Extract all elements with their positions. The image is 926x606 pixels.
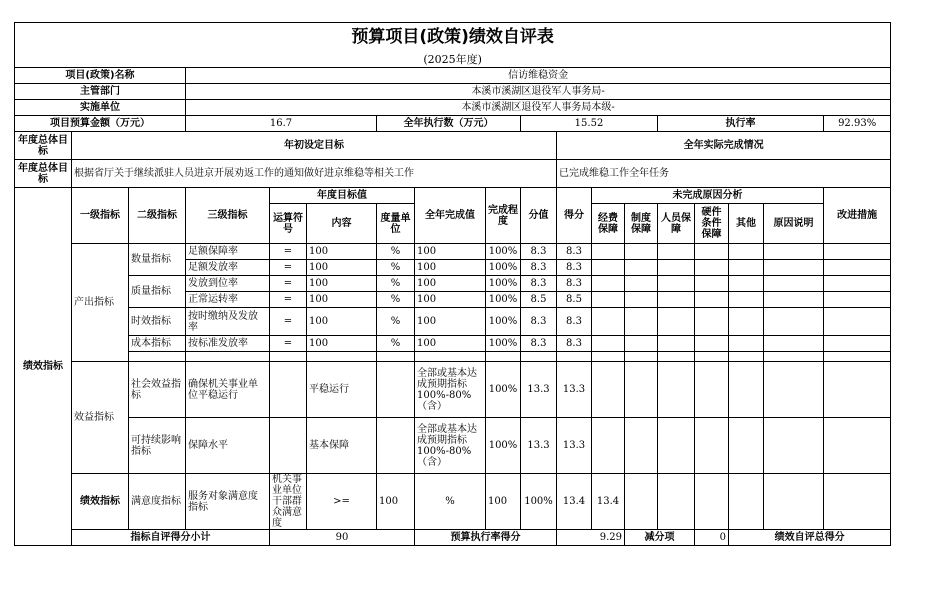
subgroup-quality: 质量指标 — [129, 276, 186, 308]
subgroup-sustain: 可持续影响指标 — [129, 418, 186, 474]
indicator-op: >= — [307, 474, 377, 530]
report-year: (2025年度) — [15, 52, 891, 68]
group-satisfaction: 满意度指标 — [129, 474, 186, 530]
header-op: 运算符号 — [270, 204, 307, 244]
indicator-unit: % — [377, 292, 415, 308]
table-row — [15, 336, 891, 352]
total-label: 绩效自评总得分 — [729, 530, 891, 546]
perf-label: 绩效指标 — [15, 188, 72, 546]
indicator-score: 8.3 — [557, 336, 592, 352]
indicator-score: 8.3 — [557, 260, 592, 276]
subgroup-cost: 成本指标 — [129, 336, 186, 352]
indicator-actual: 100 — [486, 474, 521, 530]
indicator-unit — [377, 362, 415, 418]
indicator-actual: 100 — [415, 308, 486, 336]
header-annual-target: 年度目标值 — [270, 188, 415, 204]
project-name-label: 项目(政策)名称 — [15, 68, 186, 84]
header-unfinished: 未完成原因分析 — [592, 188, 824, 204]
table-row — [15, 308, 891, 336]
indicator-content: 100 — [307, 244, 377, 260]
header-r1: 经费保障 — [592, 204, 625, 244]
indicator-degree: 100% — [486, 260, 521, 276]
indicator-op: = — [270, 260, 307, 276]
indicator-actual: 100 — [415, 244, 486, 260]
indicator-name: 按时缴纳及发放率 — [186, 308, 270, 336]
indicator-score: 13.3 — [557, 418, 592, 474]
dept-label: 主管部门 — [15, 84, 186, 100]
indicator-degree: 100% — [486, 244, 521, 260]
indicator-actual: 全部或基本达成预期指标100%-80%（含） — [415, 362, 486, 418]
indicator-actual: 100 — [415, 260, 486, 276]
header-content: 内容 — [307, 204, 377, 244]
page-title: 预算项目(政策)绩效自评表 — [15, 23, 891, 52]
project-name: 信访维稳资金 — [186, 68, 891, 84]
rate-label: 执行率 — [658, 116, 824, 132]
rate-value: 92.93% — [824, 116, 891, 132]
indicator-op: = — [270, 244, 307, 260]
header-unit: 度量单位 — [377, 204, 415, 244]
exec-value: 15.52 — [521, 116, 658, 132]
indicator-content: 100 — [307, 260, 377, 276]
group-benefit: 效益指标 — [72, 362, 129, 474]
deduct-label: 减分项 — [625, 530, 695, 546]
goal-text: 根据省厅关于继续派驻人员进京开展劝返工作的通知做好进京维稳等相关工作 — [72, 160, 557, 188]
subgroup-time: 时效指标 — [129, 308, 186, 336]
indicator-name: 足额发放率 — [186, 260, 270, 276]
header-score: 得分 — [557, 188, 592, 244]
budget-score-value: 9.29 — [557, 530, 625, 546]
indicator-content: 基本保障 — [307, 418, 377, 474]
indicator-op: = — [270, 308, 307, 336]
header-level1: 一级指标 — [72, 188, 129, 244]
indicator-value: 8.3 — [521, 244, 557, 260]
indicator-degree: 100% — [521, 474, 557, 530]
goal-label-2: 年度总体目标 — [15, 160, 72, 188]
indicator-content: 100 — [307, 308, 377, 336]
subgroup-service: 服务对象满意度指标 — [186, 474, 270, 530]
table-row — [15, 276, 891, 292]
indicator-op — [270, 418, 307, 474]
impl: 本溪市溪湖区退役军人事务局本级- — [186, 100, 891, 116]
budget-score-label: 预算执行率得分 — [415, 530, 557, 546]
indicator-unit: % — [377, 244, 415, 260]
indicator-value: 8.3 — [521, 276, 557, 292]
header-level3: 三级指标 — [186, 188, 270, 244]
header-improve: 改进措施 — [824, 188, 891, 244]
footer-row — [15, 530, 891, 546]
indicator-value: 13.4 — [557, 474, 592, 530]
actual-text: 已完成维稳工作全年任务 — [557, 160, 891, 188]
budget-value: 16.7 — [186, 116, 377, 132]
indicator-score: 13.4 — [592, 474, 625, 530]
indicator-actual: 全部或基本达成预期指标100%-80%（含） — [415, 418, 486, 474]
indicator-name: 确保机关事业单位平稳运行 — [186, 362, 270, 418]
indicator-unit: % — [377, 308, 415, 336]
indicator-name: 保障水平 — [186, 418, 270, 474]
header-r2: 制度保障 — [625, 204, 658, 244]
indicator-content: 100 — [307, 292, 377, 308]
exec-label: 全年执行数（万元） — [377, 116, 521, 132]
subtotal-value: 90 — [270, 530, 415, 546]
indicator-name: 正常运转率 — [186, 292, 270, 308]
indicator-content: 100 — [307, 276, 377, 292]
indicator-content: 100 — [377, 474, 415, 530]
indicator-op: = — [270, 336, 307, 352]
header-r3: 人员保障 — [658, 204, 695, 244]
deduct-value: 0 — [695, 530, 729, 546]
init-goal-header: 年初设定目标 — [72, 132, 557, 160]
indicator-unit: % — [377, 276, 415, 292]
indicator-unit: % — [377, 260, 415, 276]
indicator-name: 机关事业单位干部群众满意度 — [270, 474, 307, 530]
subtotal-label: 指标自评得分小计 — [72, 530, 270, 546]
subgroup-quantity: 数量指标 — [129, 244, 186, 276]
perf-label-satisfaction: 绩效指标 — [72, 474, 129, 530]
header-degree: 完成程度 — [486, 188, 521, 244]
indicator-value: 8.3 — [521, 336, 557, 352]
indicator-degree: 100% — [486, 336, 521, 352]
indicator-score: 13.3 — [557, 362, 592, 418]
header-actual: 全年完成值 — [415, 188, 486, 244]
indicator-actual: 100 — [415, 276, 486, 292]
header-score-value: 分值 — [521, 188, 557, 244]
indicator-op: = — [270, 276, 307, 292]
self-evaluation-sheet — [14, 22, 890, 546]
indicator-unit: % — [377, 336, 415, 352]
indicator-score: 8.3 — [557, 244, 592, 260]
indicator-score: 8.3 — [557, 276, 592, 292]
header-r4: 硬件条件保障 — [695, 204, 729, 244]
header-r6: 原因说明 — [764, 204, 824, 244]
indicator-unit — [377, 418, 415, 474]
indicator-degree: 100% — [486, 292, 521, 308]
indicator-value: 13.3 — [521, 362, 557, 418]
goal-label: 年度总体目标 — [15, 132, 72, 160]
indicator-content: 平稳运行 — [307, 362, 377, 418]
indicator-content: 100 — [307, 336, 377, 352]
indicator-score: 8.5 — [557, 292, 592, 308]
indicator-name: 发放到位率 — [186, 276, 270, 292]
indicator-op — [270, 362, 307, 418]
indicator-value: 8.3 — [521, 260, 557, 276]
indicator-actual: 100 — [415, 336, 486, 352]
group-output: 产出指标 — [72, 244, 129, 362]
indicator-score: 8.3 — [557, 308, 592, 336]
dept: 本溪市溪湖区退役军人事务局- — [186, 84, 891, 100]
indicator-value: 8.3 — [521, 308, 557, 336]
indicator-value: 8.5 — [521, 292, 557, 308]
evaluation-table — [14, 22, 891, 546]
table-row — [15, 418, 891, 474]
subgroup-social: 社会效益指标 — [129, 362, 186, 418]
table-row — [15, 362, 891, 418]
indicator-degree: 100% — [486, 276, 521, 292]
indicator-name: 足额保障率 — [186, 244, 270, 260]
indicator-name: 按标准发放率 — [186, 336, 270, 352]
indicator-unit: % — [415, 474, 486, 530]
indicator-degree: 100% — [486, 362, 521, 418]
table-row — [15, 244, 891, 260]
indicator-degree: 100% — [486, 418, 521, 474]
indicator-value: 13.3 — [521, 418, 557, 474]
actual-header: 全年实际完成情况 — [557, 132, 891, 160]
impl-label: 实施单位 — [15, 100, 186, 116]
indicator-actual: 100 — [415, 292, 486, 308]
indicator-op: = — [270, 292, 307, 308]
header-r5: 其他 — [729, 204, 764, 244]
table-row — [15, 474, 891, 530]
budget-label: 项目预算金额（万元） — [15, 116, 186, 132]
header-level2: 二级指标 — [129, 188, 186, 244]
indicator-degree: 100% — [486, 308, 521, 336]
